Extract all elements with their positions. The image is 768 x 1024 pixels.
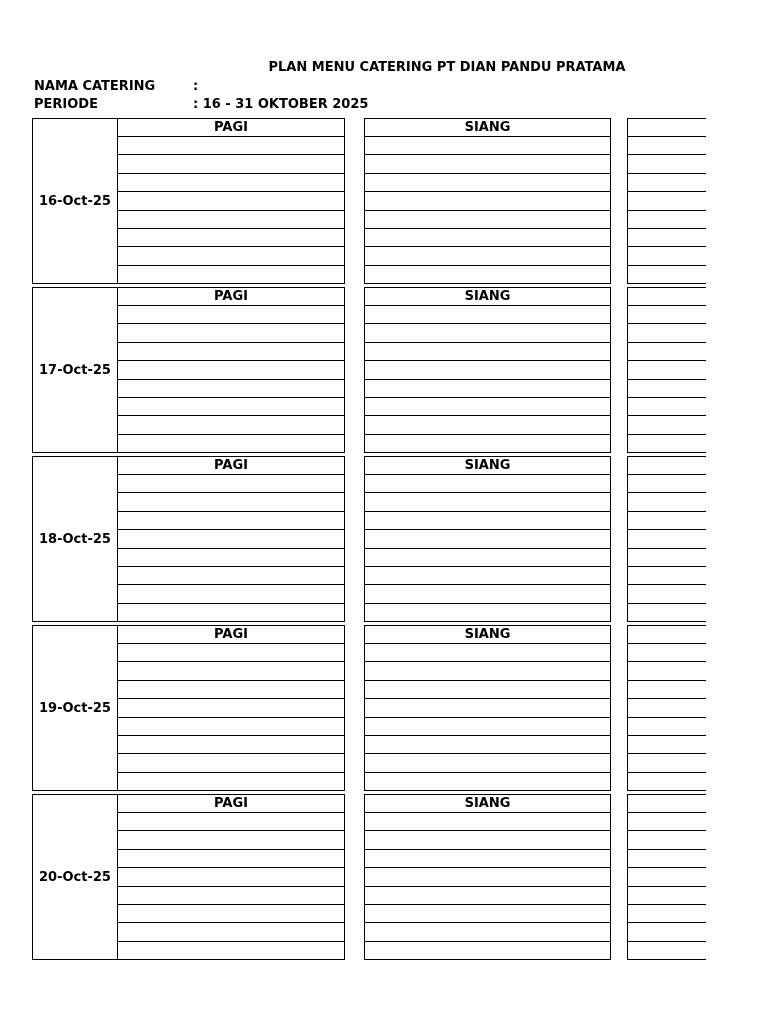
third-meal-column-line[interactable] <box>628 512 706 530</box>
third-meal-column-line[interactable] <box>628 174 706 192</box>
third-meal-column <box>627 287 706 453</box>
siang-column-line[interactable] <box>365 681 610 699</box>
pagi-column-line[interactable] <box>118 266 344 283</box>
pagi-column-line[interactable] <box>118 380 344 398</box>
siang-column-line[interactable] <box>365 887 610 905</box>
pagi-column-line[interactable] <box>118 137 344 155</box>
third-meal-column-line[interactable] <box>628 736 706 754</box>
date-label: 19-Oct-25 <box>39 700 111 716</box>
pagi-column-line[interactable] <box>118 942 344 959</box>
third-meal-column-line[interactable] <box>628 306 706 324</box>
pagi-column-line[interactable] <box>118 530 344 548</box>
date-cell <box>32 456 118 622</box>
third-meal-column <box>627 794 706 960</box>
pagi-column-line[interactable] <box>118 343 344 361</box>
catering-name-row <box>34 79 198 94</box>
third-meal-column-line[interactable] <box>628 813 706 831</box>
pagi-column-line[interactable] <box>118 718 344 736</box>
third-meal-column-header <box>628 288 706 306</box>
pagi-column-line[interactable] <box>118 229 344 247</box>
pagi-column-line[interactable] <box>118 416 344 434</box>
siang-column-header: SIANG <box>365 457 610 475</box>
pagi-column-line[interactable] <box>118 644 344 662</box>
catering-name-value: : <box>193 79 199 94</box>
third-meal-column <box>627 625 706 791</box>
pagi-column-line[interactable] <box>118 192 344 210</box>
pagi-column-header: PAGI <box>118 457 344 475</box>
siang-column-line[interactable] <box>365 398 610 416</box>
period-row <box>34 97 368 112</box>
pagi-column-line[interactable] <box>118 662 344 680</box>
date-label: 17-Oct-25 <box>39 362 111 378</box>
day-block <box>32 287 732 453</box>
siang-column-line[interactable] <box>365 662 610 680</box>
pagi-column-line[interactable] <box>118 736 344 754</box>
siang-column-line[interactable] <box>365 324 610 342</box>
siang-column-line[interactable] <box>365 718 610 736</box>
pagi-column-line[interactable] <box>118 435 344 452</box>
siang-column-line[interactable] <box>365 266 610 283</box>
pagi-column <box>118 625 345 791</box>
third-meal-column-line[interactable] <box>628 530 706 548</box>
date-cell <box>32 794 118 960</box>
pagi-column-line[interactable] <box>118 773 344 790</box>
pagi-column-line[interactable] <box>118 211 344 229</box>
day-block <box>32 794 732 960</box>
third-meal-column-line[interactable] <box>628 435 706 452</box>
third-meal-column-line[interactable] <box>628 868 706 886</box>
third-meal-column-line[interactable] <box>628 604 706 621</box>
pagi-column-line[interactable] <box>118 324 344 342</box>
third-meal-column-header <box>628 457 706 475</box>
third-meal-column-line[interactable] <box>628 493 706 511</box>
siang-column-header: SIANG <box>365 288 610 306</box>
pagi-column-line[interactable] <box>118 585 344 603</box>
day-block <box>32 118 732 284</box>
siang-column-line[interactable] <box>365 754 610 772</box>
third-meal-column-line[interactable] <box>628 155 706 173</box>
third-meal-column-line[interactable] <box>628 923 706 941</box>
pagi-column-line[interactable] <box>118 831 344 849</box>
third-meal-column-line[interactable] <box>628 475 706 493</box>
date-label: 16-Oct-25 <box>39 193 111 209</box>
pagi-column-line[interactable] <box>118 681 344 699</box>
siang-column-line[interactable] <box>365 530 610 548</box>
siang-column-line[interactable] <box>365 850 610 868</box>
pagi-column-line[interactable] <box>118 923 344 941</box>
siang-column-line[interactable] <box>365 306 610 324</box>
third-meal-column-line[interactable] <box>628 718 706 736</box>
siang-column-line[interactable] <box>365 942 610 959</box>
pagi-column-header: PAGI <box>118 119 344 137</box>
pagi-column <box>118 287 345 453</box>
third-meal-column-line[interactable] <box>628 137 706 155</box>
siang-column <box>364 456 611 622</box>
third-meal-column-line[interactable] <box>628 266 706 283</box>
siang-column-line[interactable] <box>365 923 610 941</box>
third-meal-column-line[interactable] <box>628 699 706 717</box>
third-meal-column-header <box>628 119 706 137</box>
third-meal-column-line[interactable] <box>628 644 706 662</box>
pagi-column-line[interactable] <box>118 850 344 868</box>
third-meal-column-line[interactable] <box>628 773 706 790</box>
pagi-column-line[interactable] <box>118 398 344 416</box>
third-meal-column-line[interactable] <box>628 343 706 361</box>
day-block <box>32 456 732 622</box>
pagi-column-line[interactable] <box>118 813 344 831</box>
third-meal-column-line[interactable] <box>628 398 706 416</box>
catering-name-label: NAMA CATERING <box>34 79 156 94</box>
siang-column-line[interactable] <box>365 644 610 662</box>
siang-column-line[interactable] <box>365 435 610 452</box>
date-cell <box>32 287 118 453</box>
third-meal-column-line[interactable] <box>628 324 706 342</box>
date-cell <box>32 118 118 284</box>
siang-column-line[interactable] <box>365 813 610 831</box>
pagi-column-header: PAGI <box>118 795 344 813</box>
pagi-column-line[interactable] <box>118 887 344 905</box>
siang-column-header: SIANG <box>365 119 610 137</box>
third-meal-column-line[interactable] <box>628 754 706 772</box>
pagi-column-line[interactable] <box>118 699 344 717</box>
pagi-column-header: PAGI <box>118 288 344 306</box>
third-meal-column-line[interactable] <box>628 567 706 585</box>
third-meal-column-header <box>628 626 706 644</box>
siang-column-line[interactable] <box>365 211 610 229</box>
siang-column-line[interactable] <box>365 475 610 493</box>
pagi-column-line[interactable] <box>118 306 344 324</box>
third-meal-column-header <box>628 795 706 813</box>
siang-column-line[interactable] <box>365 361 610 379</box>
pagi-column-line[interactable] <box>118 905 344 923</box>
third-meal-column <box>627 456 706 622</box>
menu-days <box>32 118 732 963</box>
pagi-column-line[interactable] <box>118 174 344 192</box>
siang-column-line[interactable] <box>365 773 610 790</box>
third-meal-column-line[interactable] <box>628 942 706 959</box>
siang-column-line[interactable] <box>365 831 610 849</box>
pagi-column-line[interactable] <box>118 868 344 886</box>
third-meal-column-line[interactable] <box>628 416 706 434</box>
siang-column-header: SIANG <box>365 626 610 644</box>
siang-column-line[interactable] <box>365 155 610 173</box>
siang-column-line[interactable] <box>365 905 610 923</box>
third-meal-column-line[interactable] <box>628 247 706 265</box>
siang-column-line[interactable] <box>365 699 610 717</box>
pagi-column-header: PAGI <box>118 626 344 644</box>
date-cell <box>32 625 118 791</box>
pagi-column-line[interactable] <box>118 247 344 265</box>
pagi-column-line[interactable] <box>118 567 344 585</box>
siang-column-line[interactable] <box>365 343 610 361</box>
third-meal-column-line[interactable] <box>628 662 706 680</box>
pagi-column-line[interactable] <box>118 155 344 173</box>
pagi-column <box>118 118 345 284</box>
siang-column-line[interactable] <box>365 174 610 192</box>
third-meal-column <box>627 118 706 284</box>
siang-column-line[interactable] <box>365 512 610 530</box>
third-meal-column-line[interactable] <box>628 229 706 247</box>
siang-column-line[interactable] <box>365 736 610 754</box>
pagi-column <box>118 794 345 960</box>
third-meal-column-line[interactable] <box>628 831 706 849</box>
third-meal-column-line[interactable] <box>628 585 706 603</box>
pagi-column-line[interactable] <box>118 549 344 567</box>
siang-column-line[interactable] <box>365 416 610 434</box>
page-title: PLAN MENU CATERING PT DIAN PANDU PRATAMA <box>268 60 626 75</box>
day-block <box>32 625 732 791</box>
pagi-column-line[interactable] <box>118 512 344 530</box>
third-meal-column-line[interactable] <box>628 681 706 699</box>
pagi-column-line[interactable] <box>118 604 344 621</box>
siang-column-header: SIANG <box>365 795 610 813</box>
period-value: : 16 - 31 OKTOBER 2025 <box>193 97 369 112</box>
pagi-column-line[interactable] <box>118 493 344 511</box>
siang-column <box>364 287 611 453</box>
siang-column <box>364 118 611 284</box>
siang-column-line[interactable] <box>365 247 610 265</box>
third-meal-column-line[interactable] <box>628 192 706 210</box>
third-meal-column-line[interactable] <box>628 549 706 567</box>
siang-column-line[interactable] <box>365 493 610 511</box>
siang-column-line[interactable] <box>365 585 610 603</box>
siang-column <box>364 794 611 960</box>
siang-column-line[interactable] <box>365 567 610 585</box>
third-meal-column-line[interactable] <box>628 905 706 923</box>
third-meal-column-line[interactable] <box>628 380 706 398</box>
date-label: 20-Oct-25 <box>39 869 111 885</box>
siang-column-line[interactable] <box>365 137 610 155</box>
date-label: 18-Oct-25 <box>39 531 111 547</box>
siang-column-line[interactable] <box>365 868 610 886</box>
siang-column <box>364 625 611 791</box>
siang-column-line[interactable] <box>365 192 610 210</box>
siang-column-line[interactable] <box>365 604 610 621</box>
pagi-column-line[interactable] <box>118 754 344 772</box>
third-meal-column-line[interactable] <box>628 850 706 868</box>
siang-column-line[interactable] <box>365 380 610 398</box>
period-label: PERIODE <box>34 97 98 112</box>
third-meal-column-line[interactable] <box>628 887 706 905</box>
pagi-column-line[interactable] <box>118 361 344 379</box>
siang-column-line[interactable] <box>365 229 610 247</box>
third-meal-column-line[interactable] <box>628 361 706 379</box>
third-meal-column-line[interactable] <box>628 211 706 229</box>
pagi-column-line[interactable] <box>118 475 344 493</box>
pagi-column <box>118 456 345 622</box>
siang-column-line[interactable] <box>365 549 610 567</box>
